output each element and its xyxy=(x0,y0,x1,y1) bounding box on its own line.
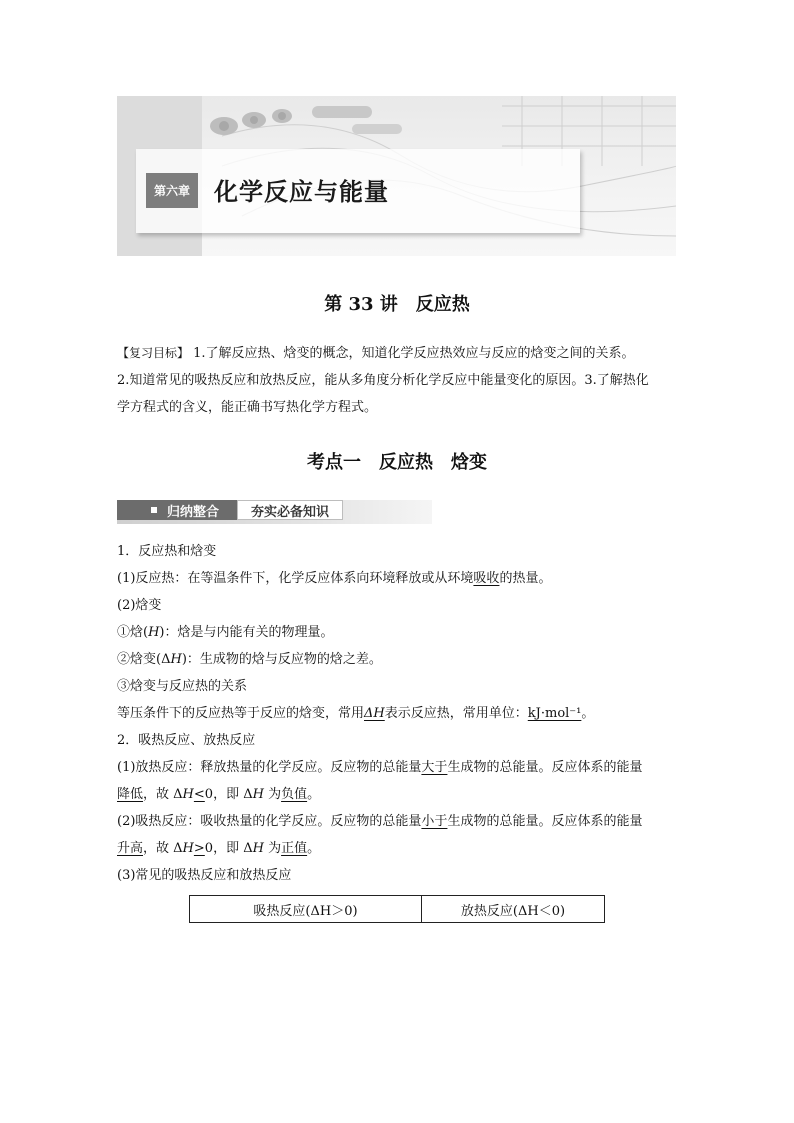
chapter-badge: 第六章 xyxy=(146,173,198,208)
chapter-title: 化学反应与能量 xyxy=(214,178,389,206)
heading-2: 2．吸热反应、放热反应 xyxy=(117,733,256,748)
para-enthalpy-diff: ②焓变(ΔH)：生成物的焓与反应物的焓之差。 xyxy=(117,652,382,667)
para-relation: ③焓变与反应热的关系 xyxy=(117,679,248,694)
review-goals xyxy=(117,340,677,421)
square-bullet-icon xyxy=(151,507,157,513)
goals-line-3: 学方程式的含义，能正确书写热化学方程式。 xyxy=(117,400,378,415)
section-bar xyxy=(117,500,432,524)
table-header-exothermic: 放热反应(ΔH＜0) xyxy=(422,896,605,923)
table-header-endothermic: 吸热反应(ΔH＞0) xyxy=(190,896,422,923)
para-endothermic: (2)吸热反应：吸收热量的化学反应。反应物的总能量小于生成物的总能量。反应体系的能量 xyxy=(117,814,643,829)
para-exothermic: (1)放热反应：释放热量的化学反应。反应物的总能量大于生成物的总能量。反应体系的能量 xyxy=(117,760,643,775)
para-enthalpy: ①焓(H)：焓是与内能有关的物理量。 xyxy=(117,625,334,640)
heading-1: 1．反应热和焓变 xyxy=(117,544,217,559)
lecture-title: 第 33 讲 反应热 xyxy=(324,294,470,315)
para-exothermic-cont: 降低，故 ΔH<0，即 ΔH 为负值。 xyxy=(117,787,321,802)
body-content xyxy=(117,538,679,889)
point-title: 考点一 反应热 焓变 xyxy=(307,452,487,473)
para-enthalpy-change: (2)焓变 xyxy=(117,598,162,613)
goals-line-1: 【复习目标】 1.了解反应热、焓变的概念，知道化学反应热效应与反应的焓变之间的关系。 xyxy=(117,346,635,361)
goals-label: 【复习目标】 xyxy=(117,346,190,360)
table-header-row xyxy=(190,896,605,923)
goals-line-2: 2.知道常见的吸热反应和放热反应，能从多角度分析化学反应中能量变化的原因。3.了解热化 xyxy=(117,373,649,388)
section-bar-tag: 夯实必备知识 xyxy=(237,500,343,520)
section-bar-primary: 归纳整合 xyxy=(117,500,253,520)
para-isobaric: 等压条件下的反应热等于反应的焓变，常用ΔH表示反应热，常用单位：kJ·mol⁻¹。 xyxy=(117,706,595,721)
para-endothermic-cont: 升高，故 ΔH>0，即 ΔH 为正值。 xyxy=(117,841,321,856)
para-reaction-heat: (1)反应热：在等温条件下，化学反应体系向环境释放或从环境吸收的热量。 xyxy=(117,571,552,586)
reaction-table xyxy=(189,895,605,923)
para-common-reactions: (3)常见的吸热反应和放热反应 xyxy=(117,868,292,883)
